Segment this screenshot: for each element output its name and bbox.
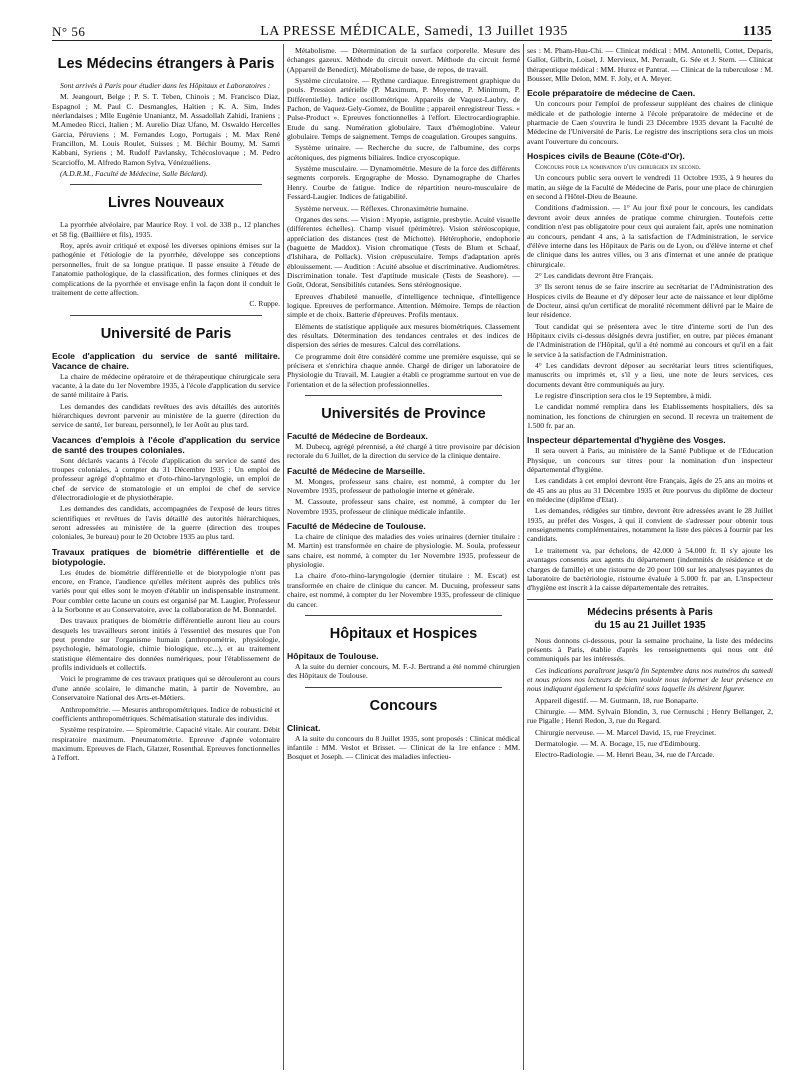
paragraph: Un concours pour l'emploi de professeur suppléant des chaires de clinique médicale et de pathologie interne à l'école préparatoire de médecine et de pharmacie de Caen s'ouvrira le lundi 23 Décembre 1935 devant la Faculté de Médecine de l'Université de Paris. Le registre des inscriptions sera clos un mois avant l'ouverture du concours. xyxy=(527,99,773,146)
list-item: Chirurgie. — MM. Sylvain Blondin, 3, rue Cernuschi ; Henry Bellanger, 2, rue Pigalle ; Henri Redon, 3, rue du Regard. xyxy=(527,706,773,726)
paragraph: Système respiratoire. — Spirométrie. Capacité vitale. Air courant. Débit respiratoire maximum. Pneumatométrie. Epreuve d'apnée volontaire maximum. Epreuves de Flach, Glatzer, Rosenthal. Epreuves fonctionnelles à l'effort. xyxy=(52,725,280,763)
book-reference: La pyorrhée alvéolaire, par Maurice Roy. 1 vol. de 338 p., 12 planches et 58 fig. (Baillière et fils), 1935. xyxy=(52,220,280,239)
paragraph: ses : M. Pham-Huu-Chi. — Clinicat médical : MM. Antonelli, Cottet, Deparis, Gallot, Gilbrin, Loisel, J. Mervieux, M. Perrault, G. Sée et J. Stern. — Clinicat thérapeutique médical : MM. Hurez et Pantrat. — Clinicat de la tuberculose : M. Bousser, Mlle Delon, MM. F. Joly, et A. Meyer. xyxy=(527,46,773,84)
paragraph: Il sera ouvert à Paris, au ministère de la Santé Publique et de l'Education Physique, un concours sur titres pour la nomination d'un inspecteur départemental d'hygiène. xyxy=(527,446,773,475)
section-title-concours: Concours xyxy=(369,697,438,714)
divider xyxy=(305,687,502,688)
column-rule-2 xyxy=(523,44,524,1070)
paragraph: Anthropométrie. — Mesures anthropométriques. Indice de robusticité et coefficients anthropométriques. Schématisation staturale des individus. xyxy=(52,704,280,723)
paragraph: La chaire de clinique des maladies des voies urinaires (dernier titulaire : M. Martin) est transformée en chaire de physiologie. M. Soula, professeur sans chaire, est nommé, à compter du 1er Novembre 1935, professeur de physiologie. xyxy=(287,532,520,570)
divider xyxy=(70,315,262,316)
divider xyxy=(305,615,502,616)
subheading: Vacances d'emplois à l'école d'application du service de santé des troupes coloniales. xyxy=(52,434,280,455)
paragraph: Le registre d'inscription sera clos le 19 Septembre, à midi. xyxy=(535,391,712,400)
paragraph: Les demandes, rédigées sur timbre, devront être adressées avant le 28 Juillet 1935, au préfet des Vosges, à qui il convient de s'adresser pour obtenir tous renseignements complémentaires, notamment la liste des pièces à fournir par les candidats. xyxy=(527,506,773,544)
section-title-livres: Livres Nouveaux xyxy=(107,195,225,212)
paragraph: Ce programme doit être considéré comme une première esquisse, qui se précisera et s'enrichira chaque année. Chargé de diriger un laboratoire de Physiologie du Travail, M. Laugier a établi ce programme surtout en vue de l'orientation et de la sélection professionnelles. xyxy=(287,351,520,389)
paragraph: 4° Les candidats devront déposer au secrétariat leurs titres scientifiques, manuscrits ou imprimés et, s'il y a lieu, une note de leurs services, ces documents devant être communiqués au jury. xyxy=(527,360,773,389)
paragraph: Sont déclarés vacants à l'école d'application du service de santé des troupes coloniales, à compter du 31 Décembre 1935 : Un emploi de professeur agrégé d'ophtalmo et d'oto-rhino-laryngologie, un emploi de chef de service de stomatologie et un emploi de chef de service d'électroradiologie et de physiothérapie. xyxy=(52,455,280,502)
paragraph: 2° Les candidats devront être Français. xyxy=(535,270,654,280)
paragraph: M. Dubecq, agrégé pérennisé, a été chargé à titre provisoire par décision rectorale du 6 Juillet, de la direction du service de la clinique dentaire. xyxy=(287,442,520,461)
paragraph: M. Cassoute, professeur sans chaire, est nommé, à compter du 1er Novembre 1935, professeur de clinique médicale infantile. xyxy=(287,497,520,516)
column-2 xyxy=(287,46,520,1076)
paragraph: La chaire de médecine opératoire et de thérapeutique chirurgicale sera vacante, à la date du 1er Novembre 1935, à l'école d'application du service de santé militaire à Paris. xyxy=(52,371,280,400)
paragraph: Un concours public sera ouvert le vendredi 11 Octobre 1935, à 9 heures du matin, au siège de la Faculté de Médecine de Paris, pour une place de chirurgien en second à l'Hôtel-Dieu de Beaune. xyxy=(527,173,773,202)
subheading: Faculté de Médecine de Marseille. xyxy=(287,465,426,476)
etrangers-intro: Sont arrivés à Paris pour étudier dans les Hôpitaux et Laboratoires : xyxy=(60,81,271,90)
subheading: Faculté de Médecine de Toulouse. xyxy=(287,521,426,532)
paragraph: Système urinaire. — Recherche du sucre, de l'albumine, des corps acétoniques, des pigments biliaires. Indice cryoscopique. xyxy=(287,143,520,162)
paragraph: Système circulatoire. — Rythme cardiaque. Enregistrement graphique du pouls. Pression artérielle (P. Maximum, P. Moyenne, P. Minimum, P. Différentielle). Indice oscillométrique. Appareils de Vaquez-Laubry, de Pachon, de Vaquez-Gely-Gomez, de Boulitte ; appareil enregistreur Tiess. « Pulse-Product ». Epreuves fonctionnelles à l'effort. Electrocardiographie. Etude du sang. Numération globulaire. Taux d'hémoglobine. Valeur globulaire. Temps de saignement. Temps de coagulation. Groupes sanguins. xyxy=(287,76,520,142)
review-signature: C. Ruppe. xyxy=(249,299,280,309)
list-item: Dermatologie. — M. A. Bocage, 15, rue d'Edimbourg. xyxy=(535,738,701,748)
subheading: Clinicat. xyxy=(287,722,321,733)
subheading: Ecole d'application du service de santé militaire. Vacance de chaire. xyxy=(52,350,280,371)
section-title-etrangers: Les Médecins étrangers à Paris xyxy=(57,56,275,72)
paragraph: Les candidats à cet emploi devront être Français, âgés de 25 ans au moins et de 45 ans au plus au 31 Décembre 1935 et être pourvus du diplôme de docteur en médecine (diplôme d'Etat). xyxy=(527,476,773,505)
etrangers-source: (A.D.R.M., Faculté de Médecine, Salle Béclard). xyxy=(60,169,208,179)
paragraph: Eléments de statistique appliquée aux mesures biométriques. Classement des résultats. Détermination des tendances centrales et des indices de dispersion des séries de mesures. Calcul des corrélations. xyxy=(287,321,520,350)
paragraph: La chaire d'oto-rhino-laryngologie (dernier titulaire : M. Escat) est transformée en chaire de clinique du cancer. M. Ducuing, professeur sans chaire, est nommé, à compter du 1er Novembre 1935, professeur de clinique du cancer. xyxy=(287,571,520,609)
column-1 xyxy=(52,46,280,1076)
subheading: Inspecteur départemental d'hygiène des Vosges. xyxy=(527,435,726,446)
divider xyxy=(527,599,773,600)
page-number: 1135 xyxy=(742,24,772,39)
section-title-hopitaux: Hôpitaux et Hospices xyxy=(329,625,478,642)
paragraph: A la suite du concours du 8 Juillet 1935, sont proposés : Clinicat médical infantile : MM. Veslot et Brisset. — Clinicat de la 1re enfance : MM. Bosquet et Joseph. — Clinicat des maladies infectieu- xyxy=(287,733,520,762)
paragraph: Les demandes des candidats, accompagnées de l'exposé de leurs titres scientifiques et revêtues de l'avis détaillé des autorités hiérarchiques, seront adressées au ministère de la guerre (direction des troupes coloniales, 3e bureau) pour le 20 Octobre 1935 au plus tard. xyxy=(52,504,280,542)
paragraph: M. Monges, professeur sans chaire, est nommé, à compter du 1er Novembre 1935, professeur de pathologie interne et générale. xyxy=(287,476,520,496)
paragraph: Tout candidat qui se présentera avec le titre d'interne sorti de l'un des Hôpitaux civils ci-dessus désignés devra justifier, en outre, par pièces émanant de l'Administration de l'Hôpital, qu'il a été nommé au concours et qu'il en a fait le service à la satisfaction de l'Administration. xyxy=(527,321,773,359)
divider xyxy=(305,395,502,396)
journal-title: LA PRESSE MÉDICALE, Samedi, 13 Juillet 1935 xyxy=(260,24,568,39)
column-3 xyxy=(527,46,773,1076)
presents-title-line2: du 15 au 21 Juillet 1935 xyxy=(594,619,706,631)
paragraph: Organes des sens. — Vision : Myopie, astigmie, presbytie. Acuité visuelle (différentes échelles). Champ visuel (périmètre). Vision stéréoscopique, appréciation des distances (test de Michotte). Hétérophorie, endophorie (baguette de Maddox). Vision chromatique (Tests de Blum et Schaaf, d'Ishihara, de Pollack). Vision crépusculaire. Temps d'adaptation après éblouissement. — Audition : Acuité absolue et discriminative. Audiomètres. Discrimination tonale. Test d'aptitude musicale (Tests de Seashore). — Goût, Odorat, Sensibilités cutanées. Sens stéréognosique. xyxy=(287,214,520,290)
paragraph: Le candidat nommé remplira dans les Etablissements hospitaliers, dès sa nomination, les fonctions de chirurgien en second. Il recevra un traitement de 1.500 fr. par an. xyxy=(527,402,773,431)
etrangers-list: M. Jeangourt, Belge ; P. S. T. Teben, Chinois ; M. Francisco Diaz, Espagnol ; M. Paul C. Desmangles, Haïtien ; K. A. Sim, Indes néerlandaises ; Mlle Eugénie Unaniantz, M. Assadollah Zahidi, Iraniens ; M.Amedeo Ricci, Italien ; M. Aurelio Diaz Ufano, M. Oswaldo Hercelles Garcia, Péruviens ; M. Fernandes Logo, Portugais ; M. Max René Francillon, M. Louis Roulet, Suisses ; M. Béchir Boumy, M. Samri Kabbani, Syriens ; M. Rudolf Pavlansky, Tchécoslovaque ; M. Pedro Scarcioffo, M. Alfredo Ramon Sylva, Vénézuéliens. xyxy=(52,92,280,167)
subheading: Hôpitaux de Toulouse. xyxy=(287,650,379,661)
list-item: Electro-Radiologie. — M. Henri Beau, 34, rue de l'Arcade. xyxy=(535,750,715,760)
column-rule-1 xyxy=(283,44,284,1070)
paragraph: Les études de biométrie différentielle et de biotypologie n'ont pas encore, en France, l'audience qu'elles méritent auprès des publics très variés pour qui elles sont le moyen d'établir un indispensable instrument. Pour combler cette lacune un cours est organisé par M. Laugier, Professeur à la Sorbonne et au Conservatoire, avec la collaboration de M. Bonnardel. xyxy=(52,567,280,615)
paragraph: Ces indications paraîtront jusqu'à fin Septembre dans nos numéros du samedi et nous prions nos lecteurs de bien vouloir nous informer de leur présence en nous indiquant également la spécialité sous laquelle ils désirent figurer. xyxy=(527,665,773,694)
presents-title-line1: Médecins présents à Paris xyxy=(587,606,713,618)
paragraph: Les demandes des candidats revêtues des avis détaillés des autorités hiérarchiques devront parvenir au ministère de la guerre (direction du service de santé, 1er bureau, personnel), le 1er Août au plus tard. xyxy=(52,401,280,430)
paragraph: Conditions d'admission. — 1° Au jour fixé pour le concours, les candidats devront avoir deux années de pratique comme chirurgien. Toutefois cette condition n'est pas obligatoire pour ceux qui auraient fait, après une nomination au concours, pendant 4 ans, à la satisfaction de l'Administration, le service d'élève interne dans les Hôpitaux de Paris ou de Lyon, ou d'élève interne et chef de clinique dans les autres villes, ou 3 ans d'internat et une année de pratique chirurgicale. xyxy=(527,203,773,269)
book-review: Roy, après avoir critiqué et exposé les diverses opinions émises sur la pathogénie et l'étiologie de la pyorrhée, développe ses conceptions personnelles, fruit de sa longue pratique. Il passe ensuite à l'étude de l'anatomie pathologique, de la classification, des formes cliniques et des complications de la pyorrhée et envisage enfin la façon dont il conduit le traitement de cette affection. xyxy=(52,241,280,297)
divider xyxy=(70,184,262,185)
issue-number: N° 56 xyxy=(52,24,86,39)
paragraph: Epreuves d'habileté manuelle, d'intelligence technique, d'intelligence logique. Epreuves de performance. Attention. Mémoire. Temps de réaction simple et de choix. Batterie d'épreuves. Profils mentaux. xyxy=(287,291,520,320)
list-item: Appareil digestif. — M. Gutmann, 18, rue Bonaparte. xyxy=(535,695,699,705)
section-title-universite: Université de Paris xyxy=(100,325,232,342)
subheading: Faculté de Médecine de Bordeaux. xyxy=(287,431,428,442)
paragraph: Système musculaire. — Dynamométrie. Mesure de la force des différents segments corporels. Ergographe de Mosso. Dynamographe de Charles Henry. Courbe de fatigue. Indice de répartition neuro-musculaire de Fessard-Laugier. Indices de fatigabilité. xyxy=(287,164,520,202)
paragraph: 3° Ils seront tenus de se faire inscrire au secrétariat de l'Administration des Hospices civils de Beaune et d'y déposer leur acte de naissance et leur diplôme de Docteur, ainsi qu'un certificat de moralité récemment délivré par le Maire de leur résidence. xyxy=(527,282,773,320)
list-item: Chirurgie nerveuse. — M. Marcel David, 15, rue Freycinet. xyxy=(535,727,717,737)
paragraph: Système nerveux. — Réflexes. Chronaximétrie humaine. xyxy=(295,203,469,213)
paragraph: Nous donnons ci-dessous, pour la semaine prochaine, la liste des médecins présents à Paris, établie d'après les renseignements qui nous ont été communiqués par les intéressés. xyxy=(527,635,773,664)
paragraph: A la suite du dernier concours, M. F.-J. Bertrand a été nommé chirurgien des Hôpitaux de Toulouse. xyxy=(287,661,520,681)
paragraph: Le traitement va, par échelons, de 42.000 à 54.000 fr. Il s'y ajoute les avantages consentis aux agents du département (indemnités de résidence et de charges de famille) et une ristourne de 20 pour 100 sur les analyses payantes du laboratoire de bactériologie, ristourne évaluée à 5.000 fr. par an. L'inspecteur d'hygiène est inscrit à la caisse départementale des retraites. xyxy=(527,545,773,593)
paragraph: Voici le programme de ces travaux pratiques qui se dérouleront au cours d'une année scolaire, le dimanche matin, à partir de Novembre, au Conservatoire National des Arts-et-Métiers. xyxy=(52,674,280,703)
subheading: Travaux pratiques de biométrie différentielle et de biotypologie. xyxy=(52,546,280,567)
section-title-province: Universités de Province xyxy=(321,406,486,423)
paragraph: Métabolisme. — Détermination de la surface corporelle. Mesure des échanges gazeux. Méthode du circuit ouvert. Méthode du circuit fermé (Appareil de Benedict). Métabolisme de base, de repos, de travail. xyxy=(287,46,520,74)
subheading: Ecole préparatoire de médecine de Caen. xyxy=(527,88,696,99)
subheading: Hospices civils de Beaune (Côte-d'Or). xyxy=(527,151,685,162)
paragraph: Des travaux pratiques de biométrie différentielle auront lieu au cours desquels les travailleurs seront initiés à l'essentiel des mesures que l'on peut prendre sur l'organisme humain (anthropométrie, physiologie, psychologie, hématologie, chimie biologique, etc...), et au traitement statistique élémentaire des données numériques, pour l'établissement de profils individuels et collectifs. xyxy=(52,616,280,673)
paragraph: Concours pour la nomination d'un chirurgien en second. xyxy=(535,162,701,172)
page-header xyxy=(52,18,772,41)
section-title-presents xyxy=(527,606,773,632)
